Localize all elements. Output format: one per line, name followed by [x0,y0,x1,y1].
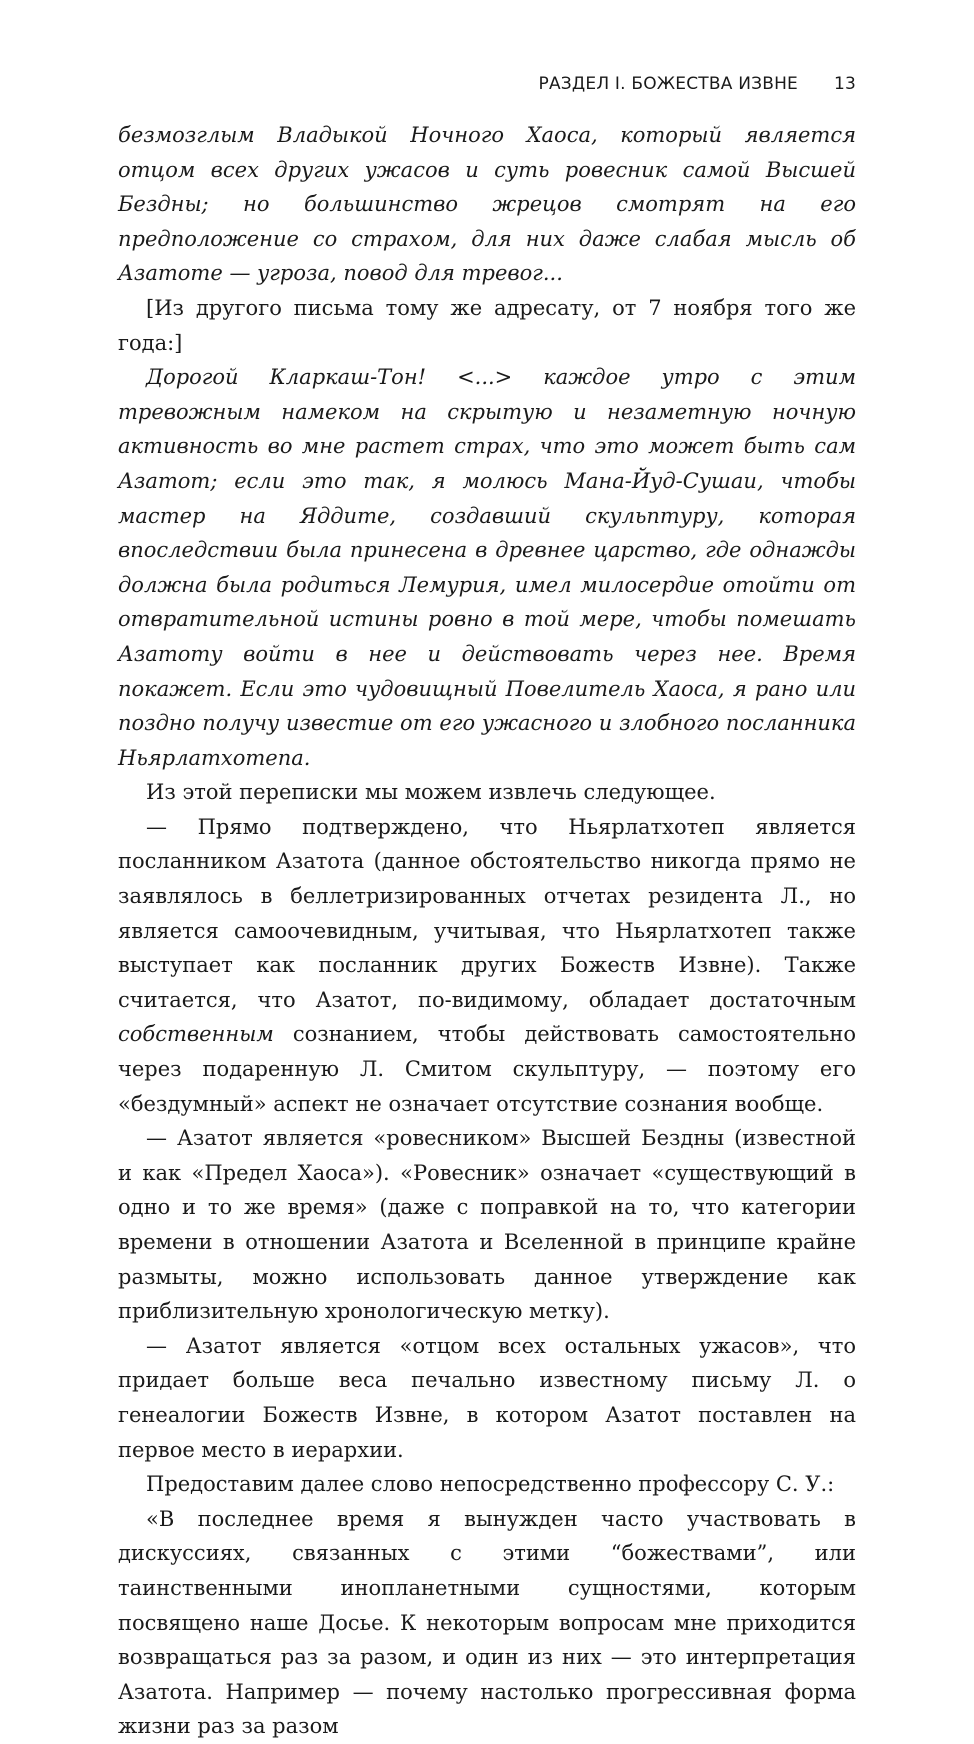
running-header [118,70,856,100]
emphasis: собственным [118,1022,274,1047]
text-run: сознанием, чтобы действовать самостоятельно через подаренную Л. Смитом скульптуру, — поэтому его «бездумный» аспект не означает отсутствие сознания вообще. [118,1022,856,1116]
paragraph: Предоставим далее слово непосредственно профессору С. У.: [146,1472,835,1497]
quote-paragraph: «В последнее время я вынужден часто участвовать в дискуссиях, связанных с этими “божествами”, или таинственными инопланетными сущностями, которым посвящено наше Досье. К некоторым вопросам мне приходится возвращаться раз за разом, и один из них — это интерпретация Азатота. Например — почему настолько прогрессивная форма жизни раз за разом [118,1506,856,1739]
list-paragraph [118,810,856,1121]
letter-quote: Дорогой Кларкаш-Тон! <...> каждое утро с этим тревожным намеком на скрытую и незаметную ночную активность во мне растет страх, что это может быть сам Азатот; если это так, я молюсь Мана-Йуд-Сушаи, чтобы мастер на Яддите, создавший скульптуру, которая впоследствии была принесена в древнее царство, где однажды должна была родиться Лемурия, имел милосердие отойти от отвратительной истины ровно в той мере, чтобы помешать Азатоту войти в нее и действовать через нее. Время покажет. Если это чудовищный Повелитель Хаоса, я рано или поздно получу известие от его ужасного и злобного посланника Ньярлатхотепа. [118,365,856,770]
section-title: РАЗДЕЛ I. БОЖЕСТВА ИЗВНЕ [538,74,798,94]
quote-paragraph: безмозглым Владыкой Ночного Хаоса, который является отцом всех других ужасов и суть ровесник самой Высшей Бездны; но большинство жрецов смотрят на его предположение со страхом, для них даже слабая мысль об Азатоте — угроза, повод для тревог... [118,123,856,286]
list-paragraph: — Азатот является «ровесником» Высшей Бездны (известной и как «Предел Хаоса»). «Ровесник» означает «существующий в одно и то же время» (даже с поправкой на то, что категории времени в отношении Азатота и Вселенной в принципе крайне размыты, можно использовать данное утверждение как приблизительную хронологическую метку). [118,1126,856,1324]
text-run: — Прямо подтверждено, что Ньярлатхотеп является посланником Азатота (данное обстоятельство никогда прямо не заявлялось в беллетризированных отчетах резидента Л., но является самоочевидным, учитывая, что Ньярлатхотеп также выступает как посланник других Божеств Извне). Также считается, что Азатот, по-видимому, обладает достаточным [118,814,856,1012]
paragraph: Из этой переписки мы можем извлечь следующее. [146,780,716,805]
body-text [118,118,856,1744]
editorial-note: [Из другого письма тому же адресату, от 7 ноября того же года:] [118,295,856,355]
list-paragraph: — Азатот является «отцом всех остальных ужасов», что придает больше веса печально известному письму Л. о генеалогии Божеств Извне, в котором Азатот поставлен на первое место в иерархии. [118,1333,856,1462]
page-number: 13 [833,74,856,94]
